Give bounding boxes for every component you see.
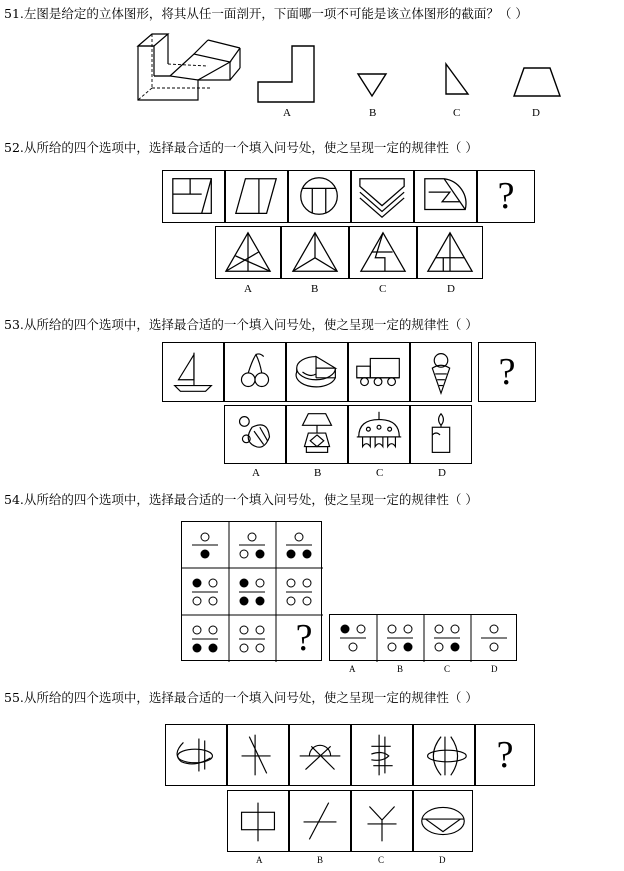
q55-seq-4 bbox=[351, 724, 413, 786]
q53-option-d-label: D bbox=[438, 467, 446, 479]
q55-question-box bbox=[475, 724, 535, 786]
q54-option-d-label: D bbox=[491, 664, 498, 674]
q53-option-a[interactable] bbox=[224, 405, 286, 464]
q55-option-d[interactable] bbox=[413, 790, 473, 852]
q53-question-mark: ? bbox=[498, 351, 516, 393]
q52-option-b[interactable] bbox=[281, 226, 349, 279]
q51-option-b-figure bbox=[356, 72, 388, 100]
q53-option-c[interactable] bbox=[348, 405, 410, 464]
question-52-text: 52.从所给的四个选项中，选择最合适的一个填入问号处，使之呈现一定的规律性（ ） bbox=[4, 140, 478, 155]
q51-option-a-label: A bbox=[283, 107, 291, 119]
q55-option-a[interactable] bbox=[227, 790, 289, 852]
q52-option-c[interactable] bbox=[349, 226, 417, 279]
q52-question-mark: ? bbox=[497, 175, 515, 217]
q54-option-a-label: A bbox=[349, 664, 356, 674]
q52-option-b-label: B bbox=[311, 283, 319, 295]
q54-question-mark: ? bbox=[295, 617, 313, 659]
q53-option-a-label: A bbox=[252, 467, 260, 479]
q53-option-b-label: B bbox=[314, 467, 322, 479]
q52-seq-2 bbox=[225, 170, 288, 223]
q55-option-b-label: B bbox=[317, 855, 324, 865]
q52-option-d-label: D bbox=[447, 283, 455, 295]
q55-seq-5 bbox=[413, 724, 475, 786]
q55-seq-3 bbox=[289, 724, 351, 786]
q52-option-a-label: A bbox=[244, 283, 252, 295]
q51-option-b-label: B bbox=[369, 107, 377, 119]
q55-question-mark: ? bbox=[496, 734, 514, 776]
q53-question-box bbox=[478, 342, 536, 402]
q52-option-c-label: C bbox=[379, 283, 387, 295]
q53-option-b[interactable] bbox=[286, 405, 348, 464]
q55-option-a-label: A bbox=[256, 855, 263, 865]
q54-option-b-label: B bbox=[397, 664, 404, 674]
q52-seq-3 bbox=[288, 170, 351, 223]
q52-question-box bbox=[477, 170, 535, 223]
q55-option-c[interactable] bbox=[351, 790, 413, 852]
q53-seq-3-cake bbox=[286, 342, 348, 402]
question-51-text: 51.左图是给定的立体图形，将其从任一面剖开，下面哪一项不可能是该立体图形的截面？（ ） bbox=[4, 6, 528, 21]
q51-option-c-figure bbox=[444, 62, 472, 98]
q51-option-d-label: D bbox=[532, 107, 540, 119]
q52-option-a[interactable] bbox=[215, 226, 281, 279]
q52-seq-5 bbox=[414, 170, 477, 223]
q54-options-row bbox=[329, 614, 517, 661]
q51-3d-solid-figure bbox=[134, 32, 244, 104]
question-55-text: 55.从所给的四个选项中，选择最合适的一个填入问号处，使之呈现一定的规律性（ ） bbox=[4, 690, 478, 705]
q52-seq-1 bbox=[162, 170, 225, 223]
q52-seq-4 bbox=[351, 170, 414, 223]
question-54-text: 54.从所给的四个选项中，选择最合适的一个填入问号处，使之呈现一定的规律性（ ） bbox=[4, 492, 478, 507]
q51-option-a-figure bbox=[256, 44, 318, 104]
q55-seq-1 bbox=[165, 724, 227, 786]
q53-option-c-label: C bbox=[376, 467, 384, 479]
q55-option-d-label: D bbox=[439, 855, 446, 865]
q53-seq-2-cherries bbox=[224, 342, 286, 402]
q54-matrix-grid bbox=[181, 521, 322, 661]
q55-option-b[interactable] bbox=[289, 790, 351, 852]
q55-seq-2 bbox=[227, 724, 289, 786]
q52-option-d[interactable] bbox=[417, 226, 483, 279]
question-53-text: 53.从所给的四个选项中，选择最合适的一个填入问号处，使之呈现一定的规律性（ ） bbox=[4, 317, 478, 332]
q53-option-d[interactable] bbox=[410, 405, 472, 464]
q54-option-c-label: C bbox=[444, 664, 451, 674]
q51-option-c-label: C bbox=[453, 107, 461, 119]
q53-seq-5-ice-cream bbox=[410, 342, 472, 402]
q55-option-c-label: C bbox=[378, 855, 385, 865]
q53-seq-4-truck bbox=[348, 342, 410, 402]
q53-seq-1-sailboat bbox=[162, 342, 224, 402]
q51-option-d-figure bbox=[512, 66, 562, 98]
